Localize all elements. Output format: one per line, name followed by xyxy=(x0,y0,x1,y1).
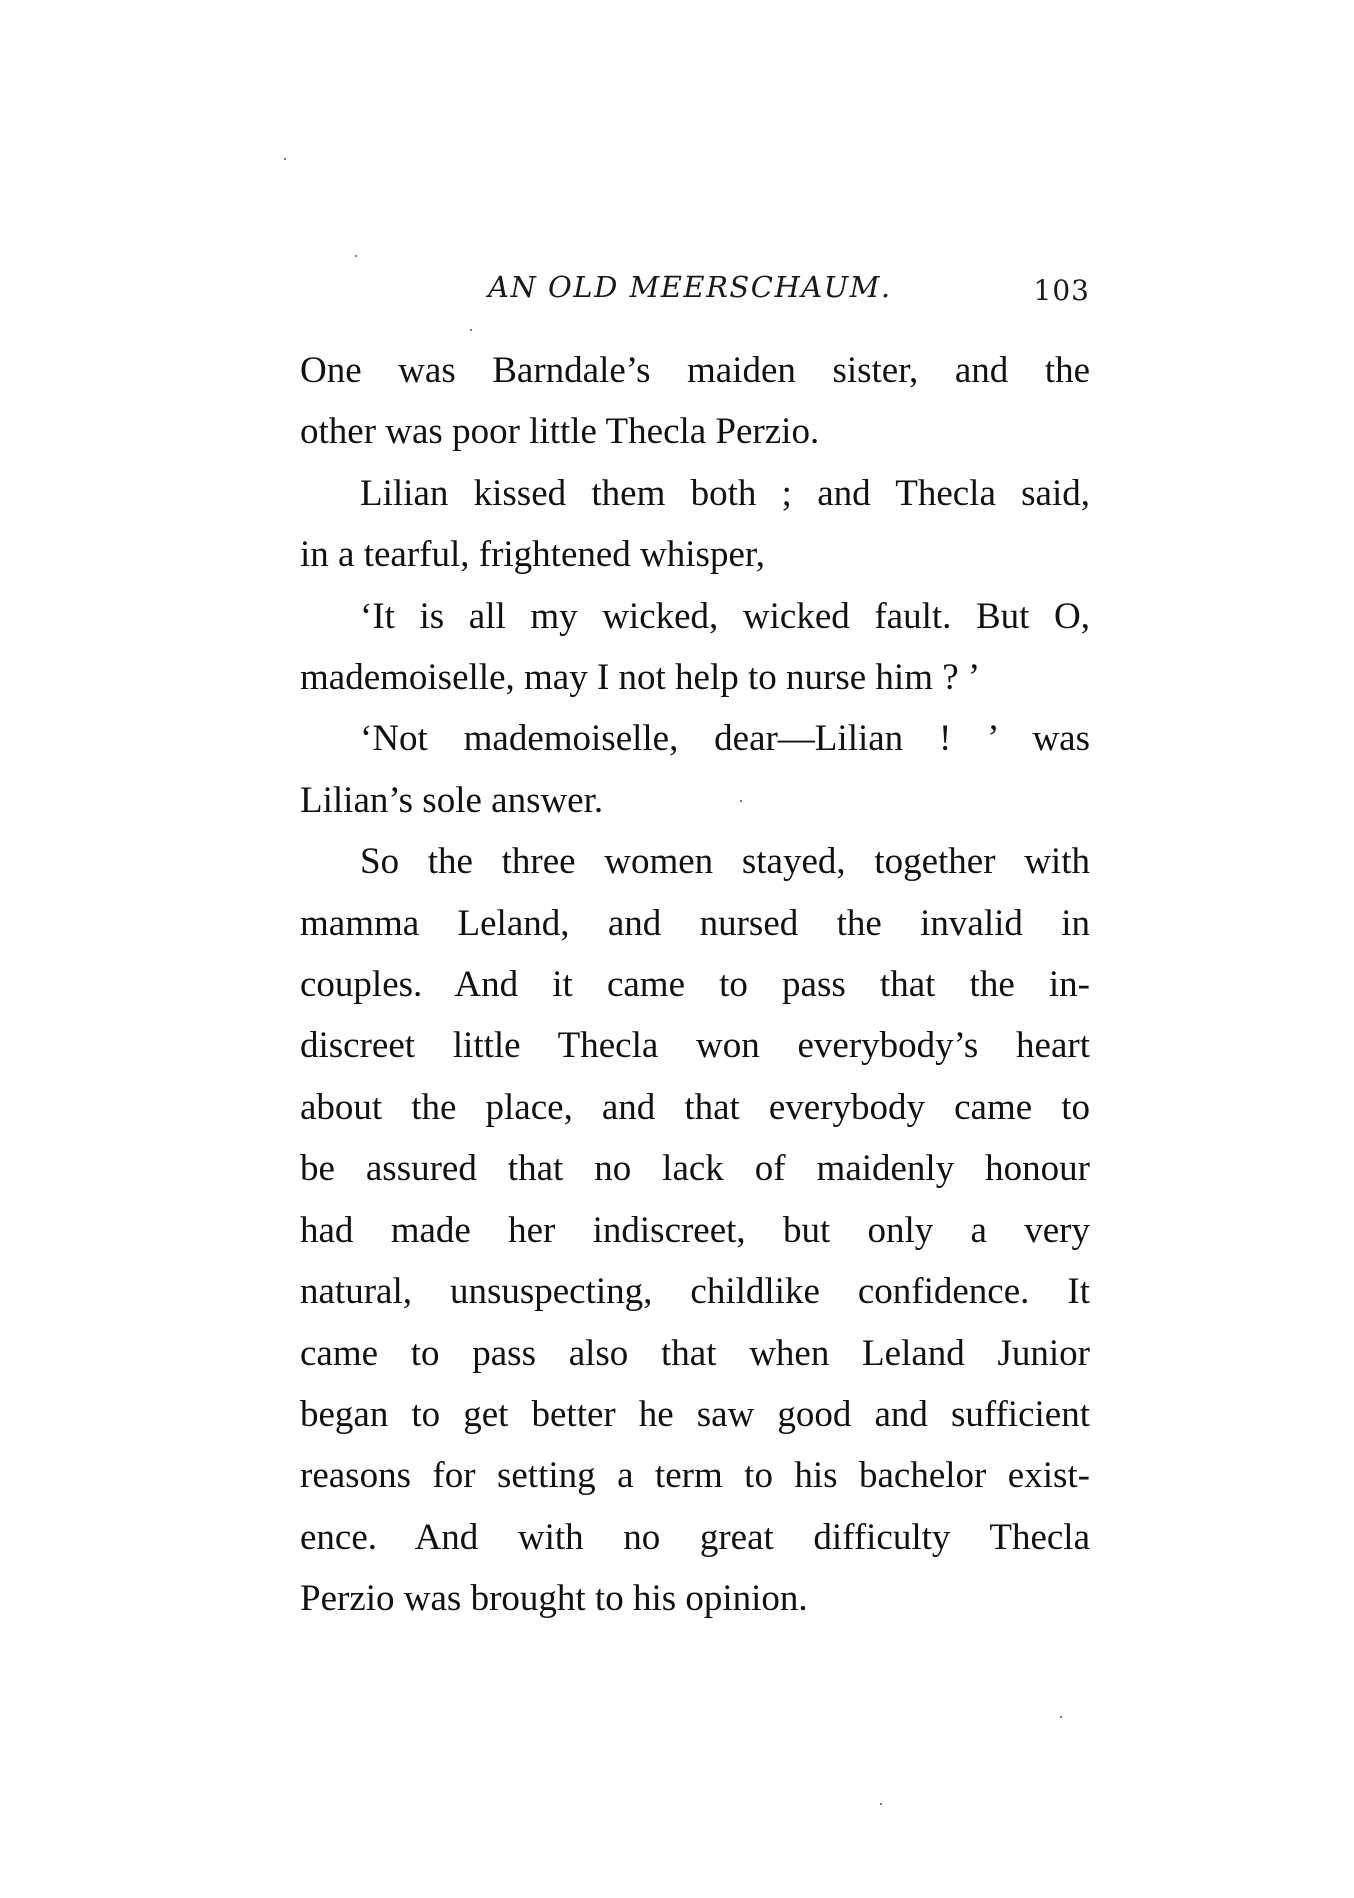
text-line: be assured that no lack of maidenly honour xyxy=(300,1148,1090,1190)
paragraph xyxy=(300,340,1090,463)
text-line: reasons for setting a term to his bachelor exist- xyxy=(300,1455,1090,1497)
text-line: ence. And with no great difficulty Thecla xyxy=(300,1516,1090,1558)
scan-speck xyxy=(1060,1716,1062,1718)
page-number: 103 xyxy=(1033,274,1090,307)
running-title: AN OLD MEERSCHAUM. xyxy=(488,270,892,304)
scan-speck xyxy=(284,158,286,160)
text-line: Lilian kissed them both ; and Thecla said, xyxy=(360,472,1090,514)
paragraph xyxy=(300,831,1090,1629)
text-line: mademoiselle, may I not help to nurse him ? ’ xyxy=(300,657,981,699)
text-line: natural, unsuspecting, childlike confidence. It xyxy=(300,1271,1090,1313)
text-line: ‘Not mademoiselle, dear—Lilian ! ’ was xyxy=(360,718,1090,760)
text-line: in a tearful, frightened whisper, xyxy=(300,534,765,576)
text-line: about the place, and that everybody came to xyxy=(300,1086,1090,1128)
text-line: mamma Leland, and nursed the invalid in xyxy=(300,902,1090,944)
text-line: One was Barndale’s maiden sister, and the xyxy=(300,350,1090,391)
scan-speck xyxy=(355,255,357,257)
text-line: began to get better he saw good and sufficient xyxy=(300,1393,1090,1435)
text-line: came to pass also that when Leland Junior xyxy=(300,1332,1090,1374)
body-text xyxy=(300,340,1090,1630)
text-line: had made her indiscreet, but only a very xyxy=(300,1209,1090,1251)
text-line: ‘It is all my wicked, wicked fault. But O, xyxy=(360,595,1090,637)
text-line: So the three women stayed, together with xyxy=(360,841,1090,883)
text-line: discreet little Thecla won everybody’s heart xyxy=(300,1025,1090,1067)
paragraph xyxy=(300,586,1090,709)
scan-speck xyxy=(740,800,742,802)
scan-speck xyxy=(880,1803,882,1805)
text-line: couples. And it came to pass that the in- xyxy=(300,964,1090,1006)
text-line: other was poor little Thecla Perzio. xyxy=(300,411,820,453)
text-line: Lilian’s sole answer. xyxy=(300,779,604,821)
text-line: Perzio was brought to his opinion. xyxy=(300,1578,808,1620)
running-header xyxy=(300,270,1090,314)
paragraph xyxy=(300,708,1090,831)
paragraph xyxy=(300,463,1090,586)
scan-speck xyxy=(470,329,472,331)
